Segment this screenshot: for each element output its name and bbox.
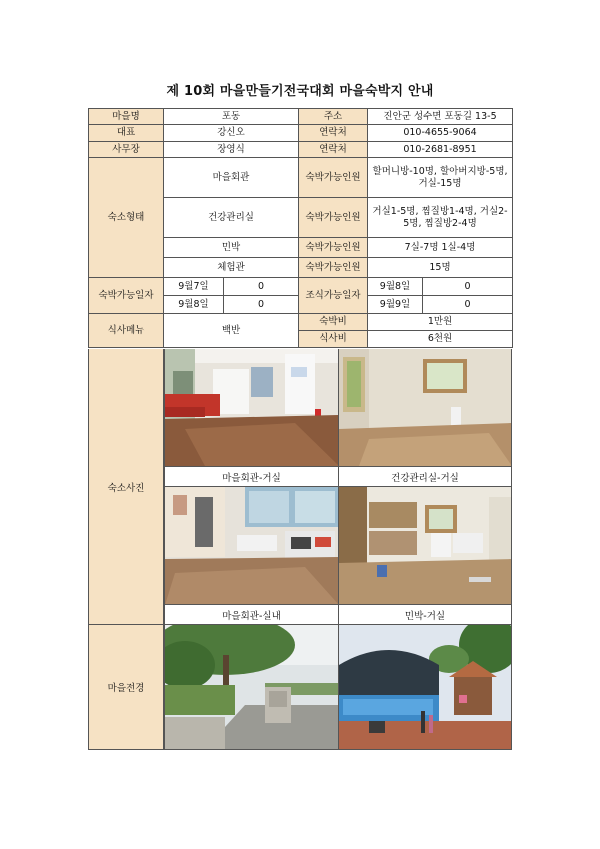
lodging-type-4: 체험관 [164, 258, 299, 278]
meal-fee-value: 6천원 [368, 331, 513, 348]
menu-value: 백반 [164, 314, 299, 348]
village-value: 포동 [164, 109, 299, 125]
capacity-label-2: 숙박가능인원 [299, 198, 368, 238]
capacity-value-2: 거실1-5명, 찜질방1-4명, 거실2-5명, 찜질방2-4명 [368, 198, 513, 238]
page-title: 제 10회 마을만들기전국대회 마을숙박지 안내 [166, 84, 434, 99]
photo-hall-living [164, 349, 338, 466]
photo-village-view-2 [338, 625, 511, 749]
capacity-value-1: 할머니방-10명, 할아버지방-5명, 거실-15명 [368, 158, 513, 198]
stay-date-1: 9월7일 [164, 278, 224, 296]
photo-hall-interior [164, 486, 338, 604]
lodging-type-1: 마을회관 [164, 158, 299, 198]
village-view-label: 마을전경 [89, 625, 164, 749]
capacity-value-4: 15명 [368, 258, 513, 278]
capacity-value-3: 7실-7명 1실-4명 [368, 238, 513, 258]
breakfast-date-1: 9월8일 [368, 278, 423, 296]
capacity-label-1: 숙박가능인원 [299, 158, 368, 198]
secretary-value: 장영식 [164, 142, 299, 158]
stay-date-2: 9월8일 [164, 296, 224, 314]
caption-health-room-living: 건강관리실-거실 [338, 466, 511, 486]
address-label: 주소 [299, 109, 368, 125]
rep-contact-label: 연락처 [299, 125, 368, 142]
secretary-phone: 010-2681-8951 [368, 142, 513, 158]
caption-minbak-living: 민박-거실 [338, 604, 511, 624]
photo-minbak-living [338, 486, 511, 604]
capacity-label-4: 숙박가능인원 [299, 258, 368, 278]
rep-value: 강신오 [164, 125, 299, 142]
capacity-label-3: 숙박가능인원 [299, 238, 368, 258]
photo-health-room-living [338, 349, 511, 466]
breakfast-value-1: 0 [423, 278, 513, 296]
rep-label: 대표 [89, 125, 164, 142]
address-value: 진안군 성수면 포동길 13-5 [368, 109, 513, 125]
secretary-label: 사무장 [89, 142, 164, 158]
photo-village-view-1 [164, 625, 338, 749]
stay-fee-value: 1만원 [368, 314, 513, 331]
stay-value-2: 0 [224, 296, 299, 314]
stay-date-label: 숙박가능일자 [89, 278, 164, 314]
info-table [88, 108, 513, 348]
rep-phone: 010-4655-9064 [368, 125, 513, 142]
lodging-type-3: 민박 [164, 238, 299, 258]
meal-fee-label: 식사비 [299, 331, 368, 348]
photo-section [88, 349, 512, 750]
lodging-type-2: 건강관리실 [164, 198, 299, 238]
breakfast-date-label: 조식가능일자 [299, 278, 368, 314]
lodging-photos-label: 숙소사진 [89, 349, 164, 624]
lodging-label: 숙소형태 [89, 158, 164, 278]
secretary-contact-label: 연락처 [299, 142, 368, 158]
stay-fee-label: 숙박비 [299, 314, 368, 331]
breakfast-value-2: 0 [423, 296, 513, 314]
village-label: 마을명 [89, 109, 164, 125]
breakfast-date-2: 9월9일 [368, 296, 423, 314]
menu-label: 식사메뉴 [89, 314, 164, 348]
stay-value-1: 0 [224, 278, 299, 296]
caption-hall-living: 마을회관-거실 [164, 466, 338, 486]
caption-hall-interior: 마을회관-실내 [164, 604, 338, 624]
